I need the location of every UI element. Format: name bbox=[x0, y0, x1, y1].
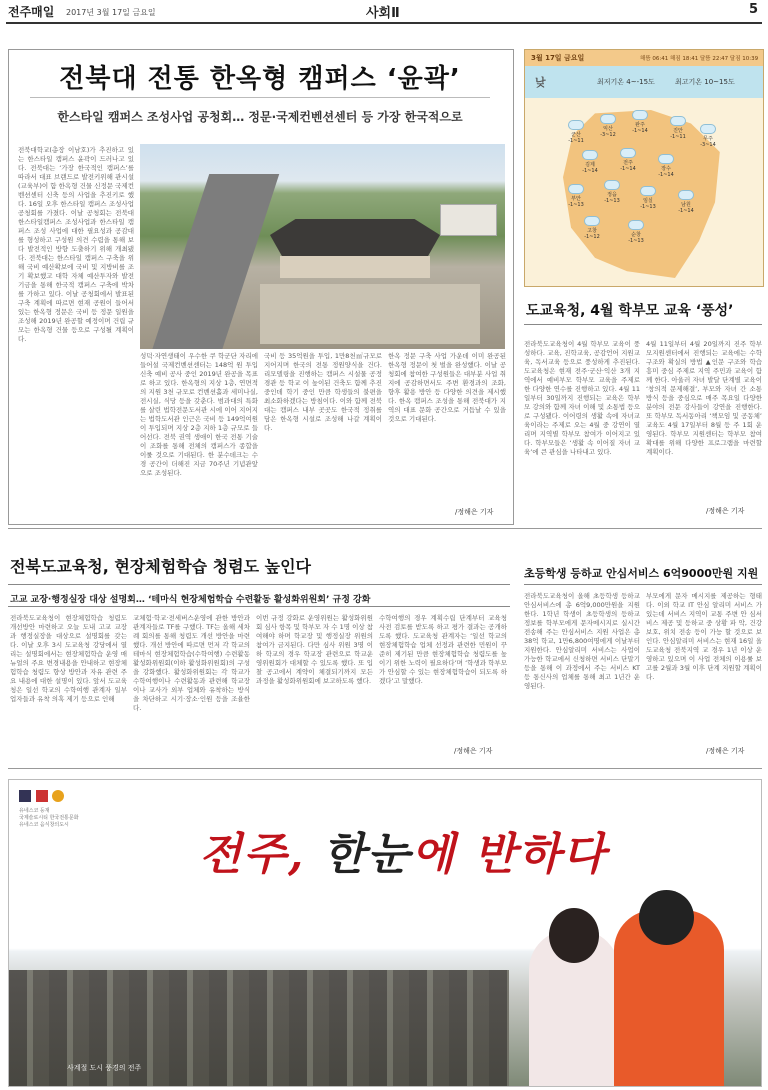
campus-photo bbox=[140, 144, 505, 349]
city-name: 군산 bbox=[571, 132, 581, 138]
city-temp: -1~11 bbox=[670, 134, 686, 140]
cloud-icon bbox=[632, 110, 648, 120]
weather-city bbox=[629, 110, 651, 134]
issue-date: 2017년 3월 17일 금요일 bbox=[66, 8, 156, 17]
weather-city bbox=[655, 154, 677, 178]
parent-edu-headline: 도교육청, 4월 학부모 교육 ‘풍성’ bbox=[526, 303, 734, 319]
city-name: 익산 bbox=[603, 126, 613, 132]
lead-column-1: 전북대학교(총장 이남호)가 추진하고 있는 한스타일 캠퍼스 윤곽이 드러나고 있다. 전북대는 ‘가장 한국적인 캠퍼스’를 따라서 대표 브랜드로 발전키위해 관시설(교육부)이 함 한옥형 건물 신정문 국제컨벤션센터 신축 등의 사업을 추진키로 했다. 16일 오후 한스타일 캠퍼스 조성사업 공청회를 가졌다. 이날 공청회는 전북대 한스타일캠퍼스 조성사업과 한스타일 캠퍼스 조성 사업에 대한 필요성과 공감대를 형성하고 구성원 의견 수렴을 통해 보다 발전적인 방향 도출하기 위해 개최됐다. 전북대는 한스타일 캠퍼스 구축을 위해 국비 예산확보에 국비 및 지방비를 조기 확보했고 대학 자체 예산투자와 발전기금을 통해 한국적 캠퍼스 구축에 박차를 가하고 있다. 이날 공청회에서 발표된 구축 계획에 따르면 현재 공원이 들어서 있는 한옥형 정문은 국비 등 정문 일원을 조성해 2019년 완공할 예정이며 건립 규모는 한옥형 건물 등으로 구성될 계획이다. bbox=[18, 146, 134, 343]
model-man-head bbox=[639, 890, 694, 945]
city-name: 순창 bbox=[631, 232, 641, 238]
ad-photo-caption: 사계절 도시 풍경의 전주 bbox=[67, 1064, 142, 1072]
cloud-icon bbox=[700, 124, 716, 134]
photo-hanok-roof bbox=[270, 219, 440, 259]
field-study-column-1: 전라북도교육청이 현장체험학습 청렴도 개선방안 마련하고 오늘 도내 고교 교장과 행정실장을 대상으로 설명회를 갖는다. 이날 오후 3시 도교육청 강당에서 열리는 설명회에서는 현장체험학습 운영 매뉴얼의 주요 변경내용을 안내하고 현장체험학습 청렴도 향상 방안과 자유 관련 주요 내용에 대한 설명이 있다. 앞서 도교육청은 일선 학교의 수학여행 관계자 일부 업자들과 유착 의혹 제기 등으로 인해 bbox=[10, 614, 127, 703]
safety-service-headline: 초등학생 등하교 안심서비스 6억9000만원 지원 bbox=[524, 567, 759, 580]
field-study-column-3: 이번 규정 강화로 운영위원는 활성화위원회 심사 항목 및 학부모 자 수 1명 이상 참여해야 하며 학교장 및 행정실장 위원의 참여가 금지된다. 다만 심사 위원 3명 이하 학교의 경우 학교장 관련으로 학교운영위원회가 대체할 수 있도록 했다. 또 입찰 공고에서 계약이 체결되기까지 모든 과정을 활성화위원회에 보고하도록 했다. bbox=[256, 614, 373, 685]
unesco-logo-icon bbox=[19, 790, 31, 802]
safety-service-byline: /정해은 기자 bbox=[706, 747, 745, 755]
city-name: 고창 bbox=[587, 228, 597, 234]
city-name: 김제 bbox=[585, 162, 595, 168]
city-name: 장수 bbox=[661, 166, 671, 172]
lead-column-4: 한옥 정문 구축 사업 가운데 이미 완공된 한옥형 정문이 첫 벌을 완성했다. 이날 공청회에 참여한 구성원들은 대부분 사업 취지에 공감하면서도 주변 환경과의 조화, 향후 활용 방안 등 다양한 의견을 제시했다. 한옥 캠퍼스 조성을 통해 전북대가 지역의 대표 문화 공간으로 거듭날 수 있을 것으로 기대된다. bbox=[388, 352, 506, 423]
newspaper-logo: 전주매일 bbox=[8, 5, 55, 19]
weather-city bbox=[597, 114, 619, 138]
weather-city bbox=[601, 180, 623, 204]
parent-edu-column-2: 4월 11일부터 4월 20일까지 진주 학부모지원센터에서 진행되는 교육에는 수학 구조와 확실의 방법 ▲인문 구조와 학습 흥미 중심 주제로 지역 주민과 교육이 함께 한다. 아울러 자녀 발달 단계별 교육이 ‘창의적 문제해결’, 부모와 자녀 간 소통방식 등을 중심으로 매주 목요일 다양한 분야의 전문 강사들이 강연을 진행한다. 또 학부모 독서동아리 ‘책모임 및 공동체’ 교육도 4월 17일부터 8월 등 주 1회 운영된다. 학부모 지원센터는 학부모 참여 확대를 위해 다양한 프로그램을 마련할 계획이다. bbox=[646, 340, 762, 456]
photo-plaza bbox=[260, 284, 480, 344]
ad-slogan bbox=[199, 818, 607, 882]
masthead bbox=[6, 2, 762, 24]
lead-subheadline: 한스타일 캠퍼스 조성사업 공청회… 정문·국제컨벤션센터 등 가장 한국적으로 bbox=[57, 110, 463, 124]
weather-city bbox=[579, 150, 601, 174]
cloud-icon bbox=[600, 114, 616, 124]
weather-city bbox=[617, 148, 639, 172]
slogan-part-fall: 에 반하다 bbox=[411, 829, 608, 880]
lead-column-2: 성덕·자연생태이 우수한 쿠 학군단 자리에 들어설 국제컨벤션센터는 148억 원 투입 신축 예비 공사 중인 2019년 완공을 목표로 하고 있다. 한옥형의 지상 1층, 연면적의 지원 3천 규모로 컨벤션홀과 세미나실, 전시실, 식당 등을 갖춘다. 범과대의 특화를 살린 법학전문도서관 시에 이어 지어지는 법학도서관 인근은 국비 등 149억여원이 투입되며 지상 2층 지하 1층 규모로 들어선다. 전북 권역 생애이 한국 전통 기술이 조화를 통해 전체의 캠퍼스가 종합을 이룰 것으로 기대된다. 한 분수데크는 수경 공간이 더해진 지금 70주년 기념관앞으로 조성된다. bbox=[140, 352, 258, 477]
section-divider bbox=[8, 528, 762, 529]
parent-edu-column-1: 전라북도교육청이 4월 학부모 교육이 풍성하다. 교육, 진학교육, 공감언어 지원교육, 독서교육 등으로 풍성하게 추진된다. 도교육청은 현재 전주·군산·익산 3개 지역에서 예비부모 학부모 교육을 주제로 한 다양한 연수를 진행하고 있다. 4월 11일부터 30일까지 진행되는 교육은 학부모 강의와 함께 자녀 이해 및 소통법 등으로 구성됐다. 이어령의 생활 속에 자녀교육이라는 주제로 오는 4월 중 강연이 열리며 지역별 학부모 참여가 이어지고 있다. 학부모들은 ‘생활 속 이어질 자녀 교육’에 큰 관심을 나타내고 있다. bbox=[524, 340, 640, 456]
city-name: 전주 bbox=[623, 160, 633, 166]
city-temp: -1~14 bbox=[678, 208, 694, 214]
page-number: 5 bbox=[748, 2, 758, 17]
lead-headline: 전북대 전통 한옥형 캠퍼스 ‘윤곽’ bbox=[59, 64, 461, 94]
city-temp: -1~14 bbox=[632, 128, 648, 134]
weather-header bbox=[525, 50, 763, 66]
city-temp: -1~14 bbox=[620, 166, 636, 172]
divider bbox=[524, 584, 762, 585]
lead-column-3: 국비 등 35억원을 투입, 1만8천㎡규모로 지어지며 한국의 전통 정원양식을 건다. 리모델링을 진행하는 캠퍼스 시설물 공정 경관 등 학교 이 높이된 건축도 함께 추진 중인데 학기 중인 만큼 학생들의 불편을 최소화하겠다는 방침이다. 이와 함께 전북대는 캠퍼스 내부 곳곳도 한국적 정취를 담은 한옥형 시설로 조성해 나갈 계획이다. bbox=[264, 352, 382, 432]
ad-org-line: 국제슬로시티 한국전통문화 bbox=[19, 815, 79, 821]
headline-divider bbox=[30, 97, 490, 98]
cloud-icon bbox=[628, 220, 644, 230]
city-name: 임실 bbox=[643, 198, 653, 204]
safety-service-column-1: 전라북도교육청이 올해 초등학생 등하교 안심서비스에 총 6억9,000만원을 지원한다. 1학년 학생이 초등학생의 등하교 정보를 학부모에게 문자메시지로 실시간 전송해 주는 안심서비스 지원 사업은 총 38억 학교, 1만6,800여명에게 이날부터 지원한다. 안심알리미 서비스는 사업이 가능한 학교에서 신청하면 서비스 단말기 등을 통해 이 과정에서 주는 서비스 KT 등 통신사의 업체를 통해 최고 1년간 운영된다. bbox=[524, 592, 640, 690]
slogan-part-glance: 한눈 bbox=[322, 829, 412, 880]
weather-date: 3월 17일 금요일 bbox=[531, 54, 585, 62]
model-woman-head bbox=[549, 908, 599, 963]
safety-service-column-2: 부모에게 문자 메시지를 제공하는 형태다. 이외 학교 IT 안심 알리미 서비스 가 있는데 서비스 지역이 교통 주변 안 심서비스 제공 및 등하교 중 상황 파 악, 건강 보호, 위치 전송 등이 가능 할 것으로 보인다. 안심알리미 서비스는 현재 16일 올 도교육청 전북지역 교 경우 1년 이상 운영하고 있으며 이 사업 전체의 이용률 보고를 2월과 3월 이후 단계 지원할 계획이다. bbox=[646, 592, 762, 681]
slowcity-logo-icon bbox=[36, 790, 48, 802]
ad-org-line: 유네스코 음식창의도시 bbox=[19, 822, 69, 828]
photo-hanok-wall bbox=[280, 256, 430, 278]
parent-edu-byline: /정해은 기자 bbox=[706, 507, 745, 515]
cloud-icon bbox=[620, 148, 636, 158]
city-temp: -1~13 bbox=[568, 202, 584, 208]
slogan-part-city: 전주, bbox=[199, 829, 323, 880]
weather-city bbox=[697, 124, 719, 148]
photo-building bbox=[440, 204, 497, 236]
weather-city bbox=[565, 184, 587, 208]
weather-city bbox=[565, 120, 587, 144]
section-title: 사회Ⅱ bbox=[366, 6, 400, 21]
field-study-column-2: 교체험·학교·전세버스운영에 관한 방안과 관계자들로 TF를 구했다. TF는 올해 세차례 회의를 통해 청렴도 개선 방안을 마련했다. 개선 방안에 따르면 먼저 각 학교의 테마식 현장체험학습(수학여행) 수련활동 활성화위원회(이하 활성화위원회)의 구성을 강화했다. 활성화위원회는 각 학교가 수학여행이나 수련활동과 관련해 학교장이나 교사가 외부 업체와 유착하는 방식을 차단하고 시기·장소·인원 등을 조율한다. bbox=[133, 614, 250, 712]
section-divider bbox=[8, 768, 762, 769]
jeonju-tourism-ad bbox=[8, 779, 762, 1087]
cloud-icon bbox=[678, 190, 694, 200]
city-temp: -1~13 bbox=[628, 238, 644, 244]
city-name: 남원 bbox=[681, 202, 691, 208]
field-study-headline: 전북도교육청, 현장체험학습 청렴도 높인다 bbox=[10, 557, 311, 576]
weather-sun-moon: 해뜸 06:41 해짐 18:41 달뜸 22:47 달짐 10:39 bbox=[640, 56, 759, 62]
divider bbox=[8, 606, 510, 607]
ad-org-line: 유네스코 등재 bbox=[19, 808, 50, 814]
ad-org-logos bbox=[19, 790, 109, 829]
city-temp: -1~13 bbox=[604, 198, 620, 204]
city-temp: -1~11 bbox=[568, 138, 584, 144]
city-name: 진안 bbox=[673, 128, 683, 134]
cloud-icon bbox=[582, 150, 598, 160]
weather-city bbox=[581, 216, 603, 240]
city-temp: -1~13 bbox=[640, 204, 656, 210]
divider bbox=[524, 324, 762, 325]
field-study-column-4: 수학여행의 경우 계획수립 단계부터 교육청 사전 검토를 받도록 하고 평가 결과는 공개하도록 했다. 도교육청 관계자는 ‘일선 학교의 현장체험학습 업체 선정과 관련한 민원이 꾸준히 제기된 만큼 현장체험학습 청렴도를 높이기 위한 노력이 필요하다’며 ‘학생과 학부모가 안심할 수 있는 현장체험학습이 되도록 하겠다’고 말했다. bbox=[379, 614, 507, 685]
weather-max-temp: 최고기온 10~15도 bbox=[675, 78, 735, 86]
city-temp: -3~12 bbox=[600, 132, 616, 138]
cloud-icon bbox=[640, 186, 656, 196]
cloud-icon bbox=[604, 180, 620, 190]
cloud-icon bbox=[670, 116, 686, 126]
weather-min-temp: 최저기온 4~-15도 bbox=[597, 78, 655, 86]
city-temp: -1~14 bbox=[658, 172, 674, 178]
city-temp: -3~14 bbox=[700, 142, 716, 148]
cloud-icon bbox=[658, 154, 674, 164]
gastronomy-logo-icon bbox=[52, 790, 64, 802]
weather-city bbox=[625, 220, 647, 244]
lead-byline: /정해은 기자 bbox=[455, 508, 494, 516]
cloud-icon bbox=[568, 184, 584, 194]
ad-models bbox=[529, 890, 739, 1086]
divider bbox=[8, 584, 510, 585]
weather-period: 낮 bbox=[535, 76, 546, 89]
field-study-byline: /정해은 기자 bbox=[454, 747, 493, 755]
city-name: 무주 bbox=[703, 136, 713, 142]
weather-city bbox=[667, 116, 689, 140]
city-name: 완주 bbox=[635, 122, 645, 128]
weather-city bbox=[637, 186, 659, 210]
weather-box bbox=[524, 49, 764, 287]
field-study-subheadline: 고교 교장·행정실장 대상 설명회… ‘테마식 현장체험학습 수련활동 활성화위원회’ 규정 강화 bbox=[10, 595, 371, 605]
city-temp: -1~14 bbox=[582, 168, 598, 174]
city-name: 부안 bbox=[571, 196, 581, 202]
weather-city bbox=[675, 190, 697, 214]
cloud-icon bbox=[584, 216, 600, 226]
cloud-icon bbox=[568, 120, 584, 130]
city-temp: -1~12 bbox=[584, 234, 600, 240]
city-name: 정읍 bbox=[607, 192, 617, 198]
weather-summary bbox=[525, 66, 763, 98]
